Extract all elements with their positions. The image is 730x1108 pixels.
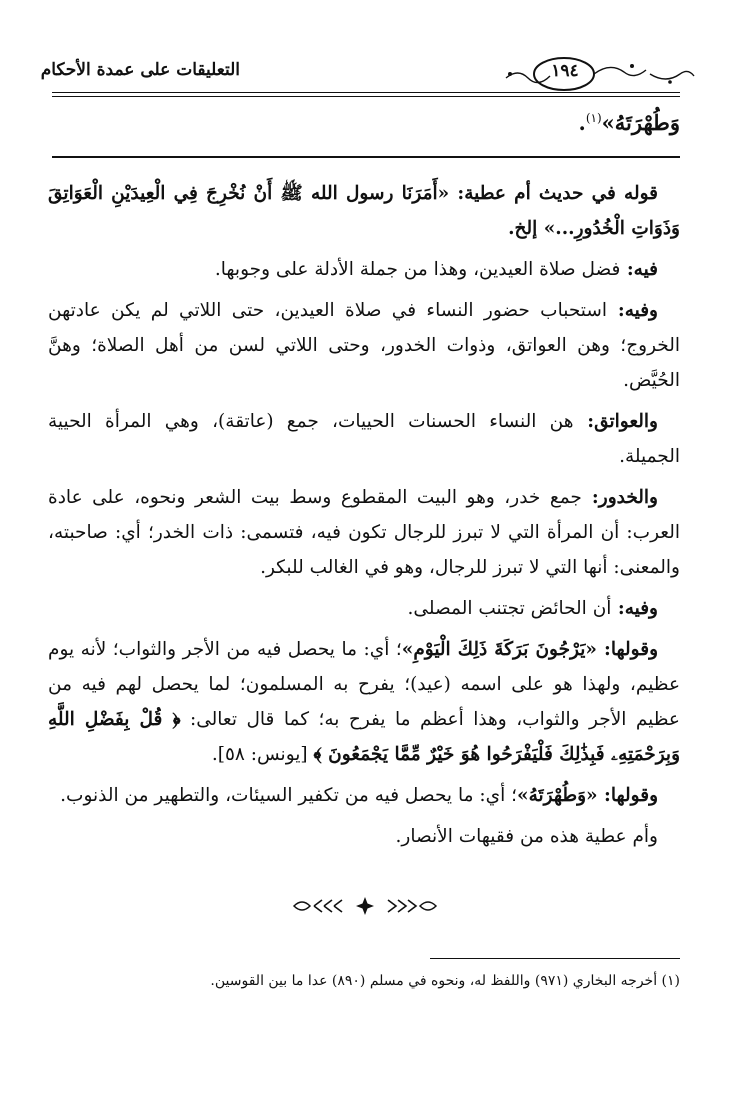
hadith-quote: «أَمَرَنَا رسول الله ﷺ أَنْ نُخْرِجَ فِي الْعِيدَيْنِ الْعَوَاتِقَ وَذَوَاتِ الْخُدُورِ...»	[48, 183, 680, 239]
paragraph	[48, 252, 680, 287]
paragraph-text: إلخ.	[508, 218, 544, 239]
continued-text: وَطُهْرَتَهُ»$^{(١)}$.	[578, 110, 680, 135]
paragraph-text: استحباب حضور النساء في صلاة العيدين، حتى اللاتي لم يكن عادتهن الخروج؛ وهن العواتق، وذوات الخدور، وحتى اللاتي لسن من أهل الصلاة؛ وهنَّ الحُيَّض.	[48, 300, 680, 391]
quran-verse: ﴿ قُلْ بِفَضْلِ اللَّهِ وَبِرَحْمَتِهِۦ فَبِذَٰلِكَ فَلْيَفْرَحُوا هُوَ خَيْرٌ مِّمَّا يَجْمَعُونَ ﴾	[48, 709, 680, 765]
paragraph-lead: وفيه:	[611, 598, 658, 619]
paragraph-text: وأم عطية هذه من فقيهات الأنصار.	[395, 826, 658, 847]
verse-reference: [يونس: ٥٨].	[211, 744, 314, 765]
page-number: ١٩٤	[551, 61, 579, 81]
paragraph-lead: والخدور:	[581, 487, 658, 508]
paragraph-lead: وقولها:	[596, 639, 659, 660]
page-number-ornament	[500, 52, 700, 96]
paragraph	[48, 293, 680, 398]
paragraph	[48, 778, 680, 813]
paragraph	[48, 480, 680, 585]
paragraph-text: فضل صلاة العيدين، وهذا من جملة الأدلة على وجوبها.	[214, 259, 621, 280]
header-rule	[52, 92, 680, 93]
paragraph-lead: وقولها:	[597, 785, 658, 806]
paragraph	[48, 176, 680, 246]
paragraph-lead: فيه:	[620, 259, 658, 280]
paragraph	[48, 591, 680, 626]
paragraph-lead: والعواتق:	[573, 411, 658, 432]
footnote-reference: (١)	[585, 111, 602, 125]
hadith-quote: «وَطُهْرَتَهُ»	[517, 785, 598, 806]
section-rule	[52, 156, 680, 158]
footnote-rule	[430, 958, 680, 959]
paragraph-lead: وفيه:	[607, 300, 658, 321]
paragraph-text: ؛ أي: ما يحصل فيه من الأجر والثواب؛ لأنه يوم عظيم، ولهذا هو على اسمه (عيد)؛ يفرح به المسلمون؛ لما يحصل لهم فيه من عظيم الأجر والثواب، وهذا أعظم ما يفرح به؛ كما قال تعالى:	[48, 639, 680, 730]
header-rule-thin	[52, 96, 680, 97]
paragraph	[48, 819, 680, 854]
paragraph-lead: قوله في حديث أم عطية:	[449, 183, 658, 204]
paragraph-text: جمع خدر، وهو البيت المقطوع وسط بيت الشعر ونحوه، على عادة العرب: أن المرأة التي لا تبرز للرجال تكون فيه، فتسمى: ذات الخدر؛ أي: صاحبته، والمعنى: أنها التي لا تبرز للرجال، وهو في الغالب للبكر.	[48, 487, 680, 578]
footnote: (١) أخرجه البخاري (٩٧١) واللفظ له، ونحوه في مسلم (٨٩٠) عدا ما بين القوسين.	[210, 973, 680, 989]
continued-quote: وَطُهْرَتَهُ»	[601, 110, 680, 135]
paragraph-text: ؛ أي: ما يحصل فيه من تكفير السيئات، والتطهير من الذنوب.	[60, 785, 517, 806]
hadith-quote: «يَرْجُونَ بَرَكَةَ ذَلِكَ الْيَوْمِ»	[401, 639, 597, 660]
paragraph	[48, 632, 680, 772]
paragraph-text: هن النساء الحسنات الحييات، جمع (عاتقة)، وهي المرأة الحيية الجميلة.	[48, 411, 680, 467]
running-header-title: التعليقات على عمدة الأحكام	[40, 60, 240, 80]
paragraph	[48, 404, 680, 474]
paragraph-text: أن الحائض تجتنب المصلى.	[407, 598, 612, 619]
commentary-body	[48, 176, 680, 860]
ornamental-divider-icon	[290, 894, 440, 918]
